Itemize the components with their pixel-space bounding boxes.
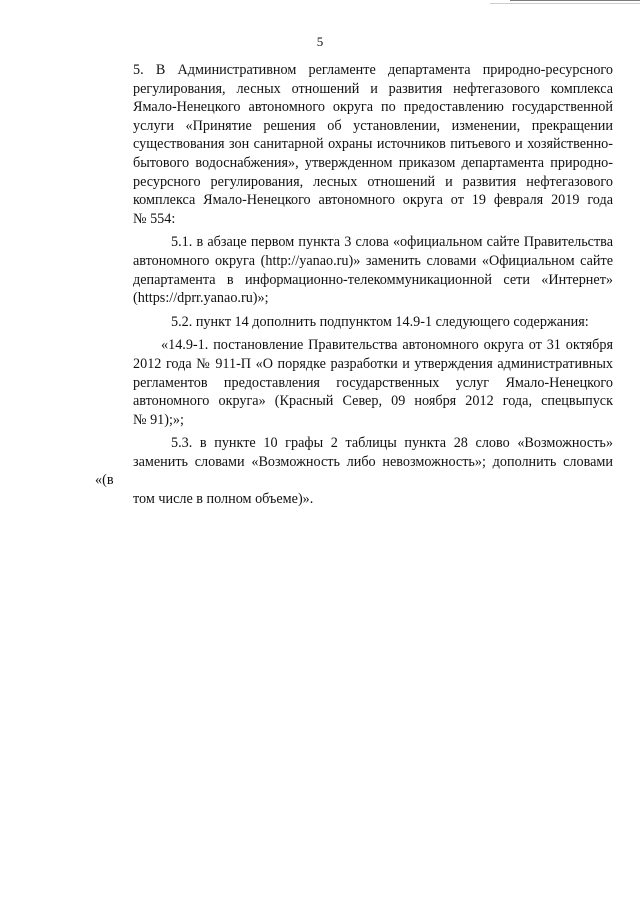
text-line: том числе в полном объеме)». [133, 491, 314, 508]
text-line: комплекса Ямало-Ненецкого автономного округа от 19 февраля 2019 года [133, 192, 613, 209]
text-line: 5.3. в пункте 10 графы 2 таблицы пункта 28 слово «Возможность» [171, 435, 613, 452]
text-line: 5. В Административном регламенте департамента природно-ресурсного [133, 62, 613, 78]
text-line: регламентов предоставления государственных услуг Ямало-Ненецкого [133, 374, 613, 391]
paragraph-14-9-1 [95, 336, 613, 429]
page-number: 5 [316, 34, 324, 49]
text-line: № 554: [133, 210, 176, 227]
paragraph-5 [95, 61, 613, 228]
paragraph-5-2 [95, 313, 613, 332]
text-line: Ямало-Ненецкого автономного округа по предоставлению государственной [133, 99, 613, 116]
text-line: автономного округа (http://yanao.ru)» заменить словами «Официальном сайте [133, 252, 613, 269]
text-line: заменить словами «Возможность либо невозможность»; дополнить словами «(в [95, 453, 613, 489]
text-line: существования зон санитарной охраны источников питьевого и хозяйственно- [133, 136, 613, 153]
text-line: (https://dprr.yanao.ru)»; [133, 290, 269, 307]
text-line: ресурсного регулирования, лесных отношений и развития нефтегазового [133, 173, 613, 190]
text-line: № 91);»; [133, 411, 184, 428]
text-line: 5.2. пункт 14 дополнить подпунктом 14.9-1 следующего содержания: [171, 313, 589, 330]
document-body [95, 61, 613, 509]
text-line: 5.1. в абзаце первом пункта 3 слова «официальном сайте Правительства [171, 234, 613, 251]
text-line: департамента в информационно-телекоммуникационной сети «Интернет» [133, 271, 613, 288]
paragraph-5-1 [95, 233, 613, 307]
text-line: автономного округа» (Красный Север, 09 ноября 2012 года, спецвыпуск [133, 393, 613, 410]
text-line: бытового водоснабжения», утвержденном приказом департамента природно- [133, 154, 613, 171]
text-line: 2012 года № 911-П «О порядке разработки и утверждения административных [133, 355, 613, 372]
paragraph-5-3 [95, 434, 613, 508]
text-line: регулирования, лесных отношений и развития нефтегазового комплекса [133, 80, 613, 97]
scan-edge-mark [510, 0, 640, 10]
text-line: услуги «Принятие решения об установлении, изменении, прекращении [133, 117, 613, 134]
text-line: «14.9-1. постановление Правительства автономного округа от 31 октября [161, 337, 613, 354]
